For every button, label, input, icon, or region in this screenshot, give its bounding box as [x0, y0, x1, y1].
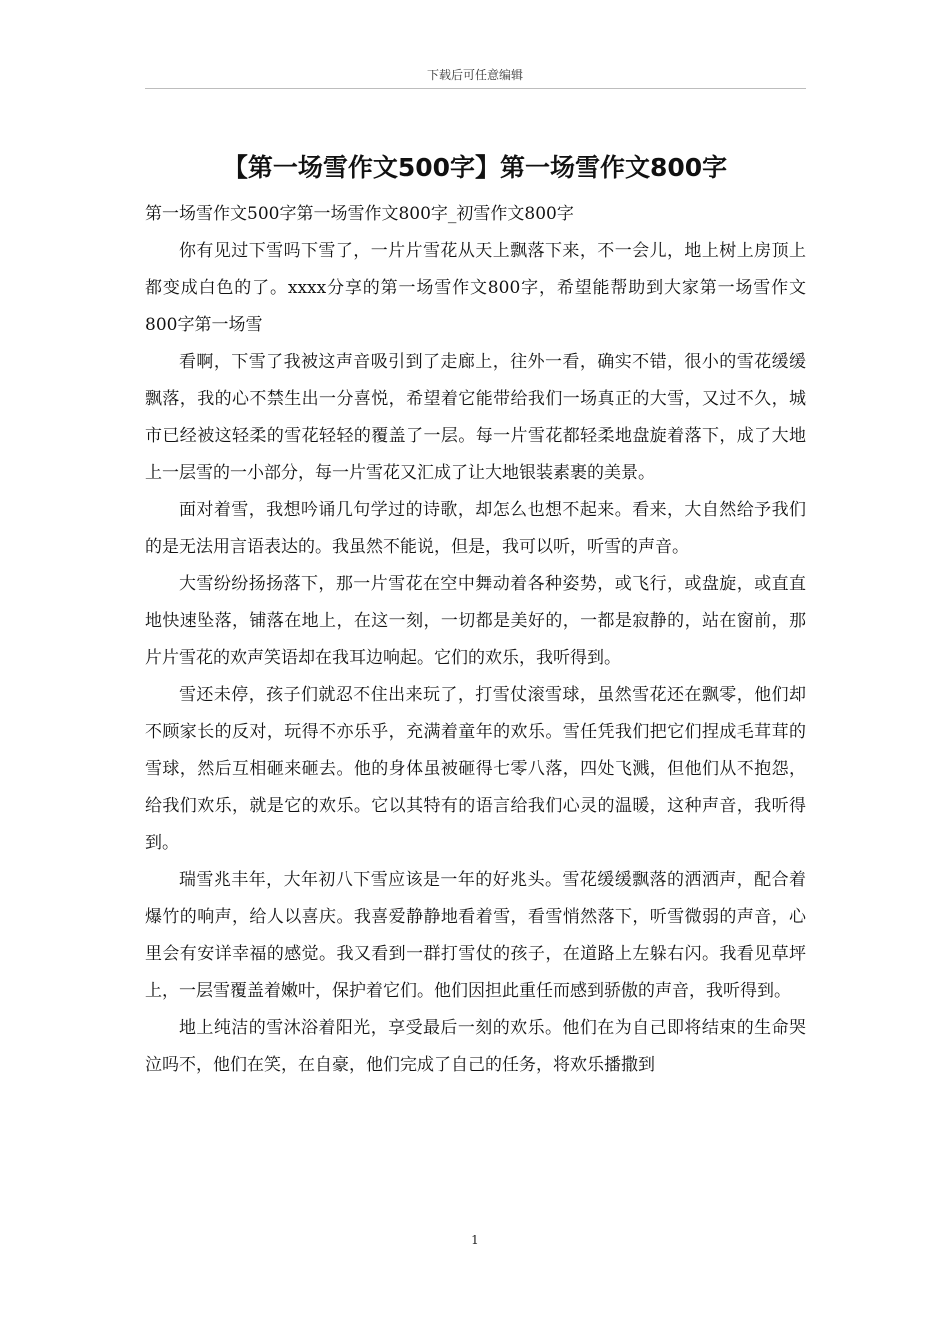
- page-title: 【第一场雪作文500字】第一场雪作文800字: [222, 153, 728, 182]
- paragraph-7: 地上纯洁的雪沐浴着阳光，享受最后一刻的欢乐。他们在为自己即将结束的生命哭泣吗不，他们在笑，在自豪，他们完成了自己的任务，将欢乐播撒到: [145, 1018, 806, 1075]
- page-number: 1: [471, 1233, 479, 1247]
- paragraph-5: 雪还未停，孩子们就忍不住出来玩了，打雪仗滚雪球，虽然雪花还在飘零，他们却不顾家长的反对，玩得不亦乐乎，充满着童年的欢乐。雪任凭我们把它们捏成毛茸茸的雪球，然后互相砸来砸去。他的身体虽被砸得七零八落，四处飞溅，但他们从不抱怨，给我们欢乐，就是它的欢乐。它以其特有的语言给我们心灵的温暖，这种声音，我听得到。: [145, 685, 806, 853]
- paragraph-4: 大雪纷纷扬扬落下，那一片雪花在空中舞动着各种姿势，或飞行，或盘旋，或直直地快速坠落，铺落在地上，在这一刻，一切都是美好的，一都是寂静的，站在窗前，那片片雪花的欢声笑语却在我耳边响起。它们的欢乐，我听得到。: [145, 574, 806, 668]
- document-subtitle: 第一场雪作文500字第一场雪作文800字_初雪作文800字: [145, 204, 574, 224]
- document-body: [145, 196, 806, 1084]
- paragraph-3: 面对着雪，我想吟诵几句学过的诗歌，却怎么也想不起来。看来，大自然给予我们的是无法用言语表达的。我虽然不能说，但是，我可以听，听雪的声音。: [145, 500, 806, 557]
- header-note: 下载后可任意编辑: [426, 68, 523, 82]
- paragraph-6: 瑞雪兆丰年，大年初八下雪应该是一年的好兆头。雪花缓缓飘落的洒洒声，配合着爆竹的响声，给人以喜庆。我喜爱静静地看着雪，看雪悄然落下，听雪微弱的声音，心里会有安详幸福的感觉。我又看到一群打雪仗的孩子，在道路上左躲右闪。我看见草坪上，一层雪覆盖着嫩叶，保护着它们。他们因担此重任而感到骄傲的声音，我听得到。: [145, 870, 806, 1001]
- header-divider: [145, 88, 806, 89]
- paragraph-2: 看啊，下雪了我被这声音吸引到了走廊上，往外一看，确实不错，很小的雪花缓缓飘落，我的心不禁生出一分喜悦，希望着它能带给我们一场真正的大雪，又过不久，城市已经被这轻柔的雪花轻轻的覆盖了一层。每一片雪花都轻柔地盘旋着落下，成了大地上一层雪的一小部分，每一片雪花又汇成了让大地银装素裹的美景。: [145, 352, 806, 483]
- paragraph-1: 你有见过下雪吗下雪了，一片片雪花从天上飘落下来，不一会儿，地上树上房顶上都变成白色的了。xxxx分享的第一场雪作文800字，希望能帮助到大家第一场雪作文800字第一场雪: [145, 241, 806, 335]
